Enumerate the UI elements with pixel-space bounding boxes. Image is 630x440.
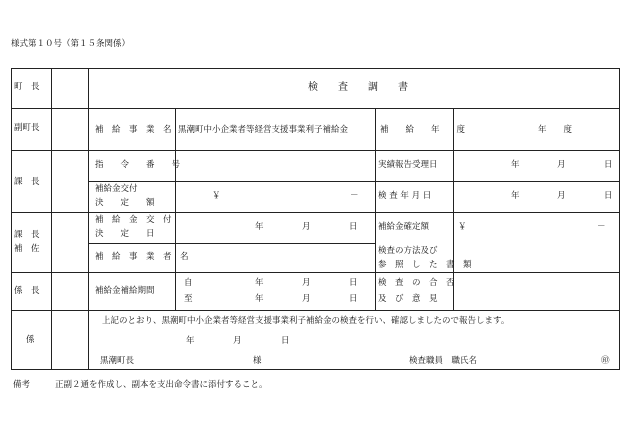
report-date-day: 日 [281, 336, 290, 346]
fiscal-year-label: 補 給 年 度 [380, 125, 466, 135]
grant-date-day: 日 [349, 222, 358, 232]
period-to-day: 日 [349, 294, 358, 304]
grant-amount-label-line1: 補給金交付 [95, 184, 138, 194]
grant-date-month: 月 [302, 222, 311, 232]
assistant-chief-label-line1: 課 長 [14, 230, 40, 240]
subsection-chief-label: 係 長 [14, 286, 40, 296]
result-label-line1: 検 査 の 合 否 [378, 278, 455, 288]
document-title: 検 査 調 書 [308, 82, 408, 93]
period-from-label: 自 [184, 278, 193, 288]
deputy-mayor-label: 副町長 [14, 123, 40, 133]
period-from-year: 年 [255, 278, 264, 288]
inspection-date-day: 日 [604, 191, 613, 201]
grant-date-label-line2: 決 定 日 [95, 229, 155, 239]
method-label-line2: 参 照 し た 書 類 [378, 260, 472, 270]
inspection-date-label: 検 査 年 月 日 [378, 191, 432, 201]
report-statement: 上記のとおり、黒潮町中小企業者等経営支援事業利子補給金の検査を行い、確認しましたので報告します。 [102, 316, 510, 326]
town-mayor-label: 町 長 [14, 82, 40, 92]
report-date-year: 年 [186, 336, 195, 346]
confirmed-amount-yen: ￥ [458, 222, 467, 232]
period-label: 補給金補給期間 [95, 286, 155, 296]
report-date-month: 月 [233, 336, 242, 346]
grant-date-year: 年 [255, 222, 264, 232]
project-name-label: 補 給 事 業 名 [95, 125, 172, 135]
inspector-label: 検査職員 職氏名 [409, 356, 478, 366]
period-to-month: 月 [302, 294, 311, 304]
grant-amount-label-line2: 決 定 額 [95, 198, 155, 208]
order-number-label: 指 令 番 号 [95, 160, 181, 170]
period-to-label: 至 [184, 294, 193, 304]
method-label-line1: 検査の方法及び [378, 246, 438, 256]
addressee: 黒潮町長 [100, 356, 135, 366]
confirmed-amount-label: 補給金確定額 [378, 222, 430, 232]
assistant-chief-label-line2: 補 佐 [14, 244, 40, 254]
inspection-date-year: 年 [511, 191, 520, 201]
report-received-day: 日 [604, 160, 613, 170]
report-received-year: 年 [511, 160, 520, 170]
section-chief-label: 課 長 [14, 177, 40, 187]
remarks-text: 正副２通を作成し、副本を支出命令書に添付すること。 [55, 380, 268, 390]
addressee-honorific: 様 [253, 356, 262, 366]
confirmed-amount-dash: － [597, 222, 606, 232]
staff-label: 係 [26, 335, 35, 345]
form-number-label: 様式第１０号（第１５条関係） [11, 39, 131, 49]
grant-amount-dash: － [350, 191, 359, 201]
grant-amount-yen: ￥ [212, 191, 221, 201]
period-to-year: 年 [255, 294, 264, 304]
period-from-month: 月 [302, 278, 311, 288]
remarks-label: 備考 [13, 380, 31, 390]
report-received-label: 実績報告受理日 [378, 160, 438, 170]
inspection-date-month: 月 [557, 191, 566, 201]
grant-date-label-line1: 補 給 金 交 付 [95, 215, 172, 225]
period-from-day: 日 [349, 278, 358, 288]
operator-label: 補 給 事 業 者 名 [95, 252, 189, 262]
fiscal-year-value: 年 度 [538, 125, 573, 135]
result-label-line2: 及 び 意 見 [378, 294, 438, 304]
report-received-month: 月 [557, 160, 566, 170]
project-name-value: 黒潮町中小企業者等経営支援事業利子補給金 [178, 125, 349, 135]
seal-mark: ㊞ [601, 356, 610, 366]
